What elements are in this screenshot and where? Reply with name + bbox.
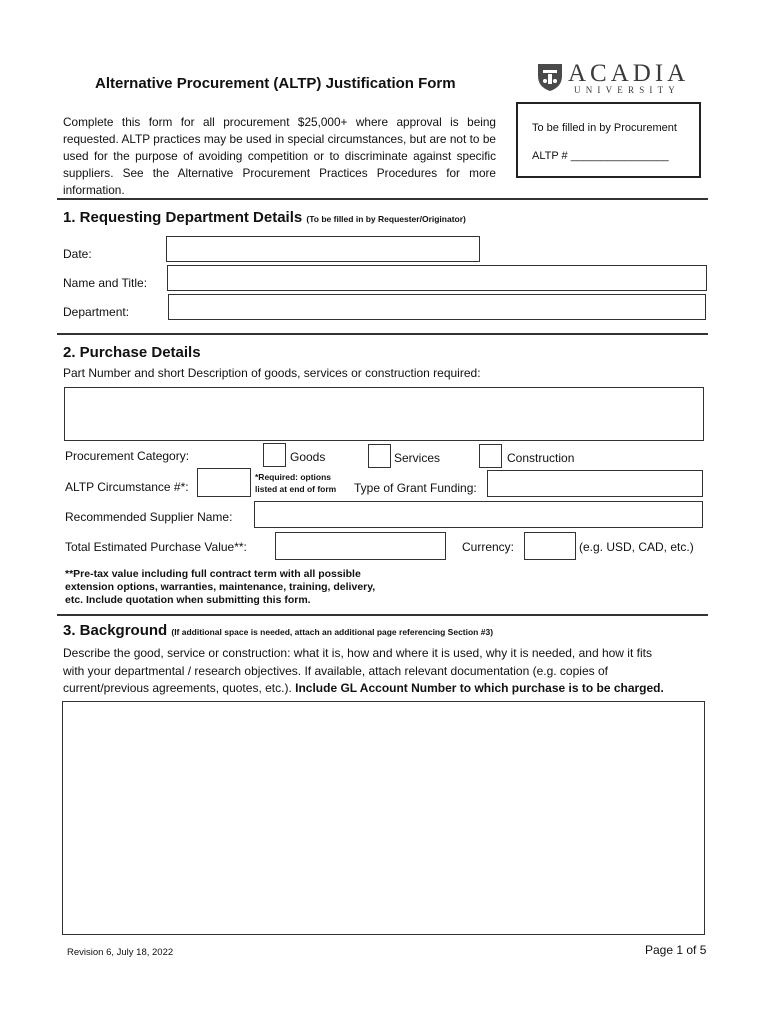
background-line2: with your departmental / research objectives. If available, attach relevant documentation (e.g. copies of — [63, 663, 608, 678]
pretax-note-line3: etc. Include quotation when submitting this form. — [65, 594, 311, 606]
page-number: Page 1 of 5 — [645, 943, 707, 957]
value-label: Total Estimated Purchase Value**: — [65, 540, 247, 554]
circumstance-label: ALTP Circumstance #*: — [65, 480, 189, 494]
grant-label: Type of Grant Funding: — [354, 481, 477, 495]
section3-heading — [63, 622, 493, 639]
intro-text: Complete this form for all procurement $25,000+ where approval is being requested. ALTP practices may be used in special circumstances, but are not to be used for the purpose of avoiding competition or to discriminate against specific suppliers. See the Alternative Procurement Practices Procedures for more information. — [63, 115, 496, 197]
construction-checkbox[interactable] — [479, 444, 502, 468]
name-title-field[interactable] — [167, 265, 707, 291]
department-label: Department: — [63, 305, 130, 319]
section3-note: (If additional space is needed, attach an additional page referencing Section #3) — [171, 627, 494, 637]
date-field[interactable] — [166, 236, 480, 262]
required-note — [255, 471, 336, 495]
category-label: Procurement Category: — [65, 449, 190, 463]
acadia-logo — [536, 60, 690, 100]
procurement-box — [516, 102, 701, 178]
department-field[interactable] — [168, 294, 706, 320]
supplier-field[interactable] — [254, 501, 703, 528]
form-title: Alternative Procurement (ALTP) Justification Form — [95, 75, 456, 92]
logo-name: ACADIA — [568, 60, 690, 87]
gl-account-instruction: Include GL Account Number to which purchase is to be charged. — [295, 681, 664, 695]
background-description — [63, 645, 664, 698]
currency-field[interactable] — [524, 532, 576, 560]
procurement-box-label: To be filled in by Procurement — [532, 122, 677, 134]
construction-label: Construction — [507, 451, 575, 465]
currency-label: Currency: — [462, 540, 515, 554]
value-field[interactable] — [275, 532, 446, 560]
description-field[interactable] — [64, 387, 704, 441]
grant-field[interactable] — [487, 470, 703, 497]
background-line3 — [63, 680, 664, 698]
goods-label: Goods — [290, 450, 326, 464]
description-label: Part Number and short Description of goods, services or construction required: — [63, 366, 481, 380]
altp-number-line: ALTP # ________________ — [532, 150, 669, 162]
section3-title: 3. Background — [63, 622, 168, 639]
pretax-note-line1: **Pre-tax value including full contract term with all possible — [65, 568, 361, 580]
pretax-note-line2: extension options, warranties, maintenance, training, delivery, — [65, 581, 376, 593]
services-label: Services — [394, 451, 441, 465]
revision-text: Revision 6, July 18, 2022 — [67, 947, 174, 958]
date-label: Date: — [63, 247, 92, 261]
background-line1: Describe the good, service or construction: what it is, how and where it is used, why it is needed, and how it fits — [63, 646, 652, 660]
name-title-label: Name and Title: — [63, 276, 148, 290]
divider — [57, 333, 708, 335]
background-line3-plain: current/previous agreements, quotes, etc.). — [63, 681, 292, 695]
section1-title: 1. Requesting Department Details — [63, 209, 303, 226]
section1-heading — [63, 209, 466, 226]
supplier-label: Recommended Supplier Name: — [65, 510, 233, 524]
section2-heading: 2. Purchase Details — [63, 344, 201, 361]
background-field[interactable] — [62, 701, 705, 935]
goods-checkbox[interactable] — [263, 443, 286, 467]
divider — [57, 198, 708, 200]
logo-subtitle: UNIVERSITY — [574, 85, 680, 95]
required-note-line1: *Required: options — [255, 472, 332, 482]
required-note-line2: listed at end of form — [255, 484, 337, 494]
circumstance-field[interactable] — [197, 468, 251, 497]
divider — [57, 614, 708, 616]
pretax-note — [65, 568, 375, 607]
shield-crest-icon — [536, 62, 564, 92]
services-checkbox[interactable] — [368, 444, 391, 468]
section1-note: (To be filled in by Requester/Originator) — [306, 214, 466, 224]
currency-example: (e.g. USD, CAD, etc.) — [579, 540, 694, 554]
